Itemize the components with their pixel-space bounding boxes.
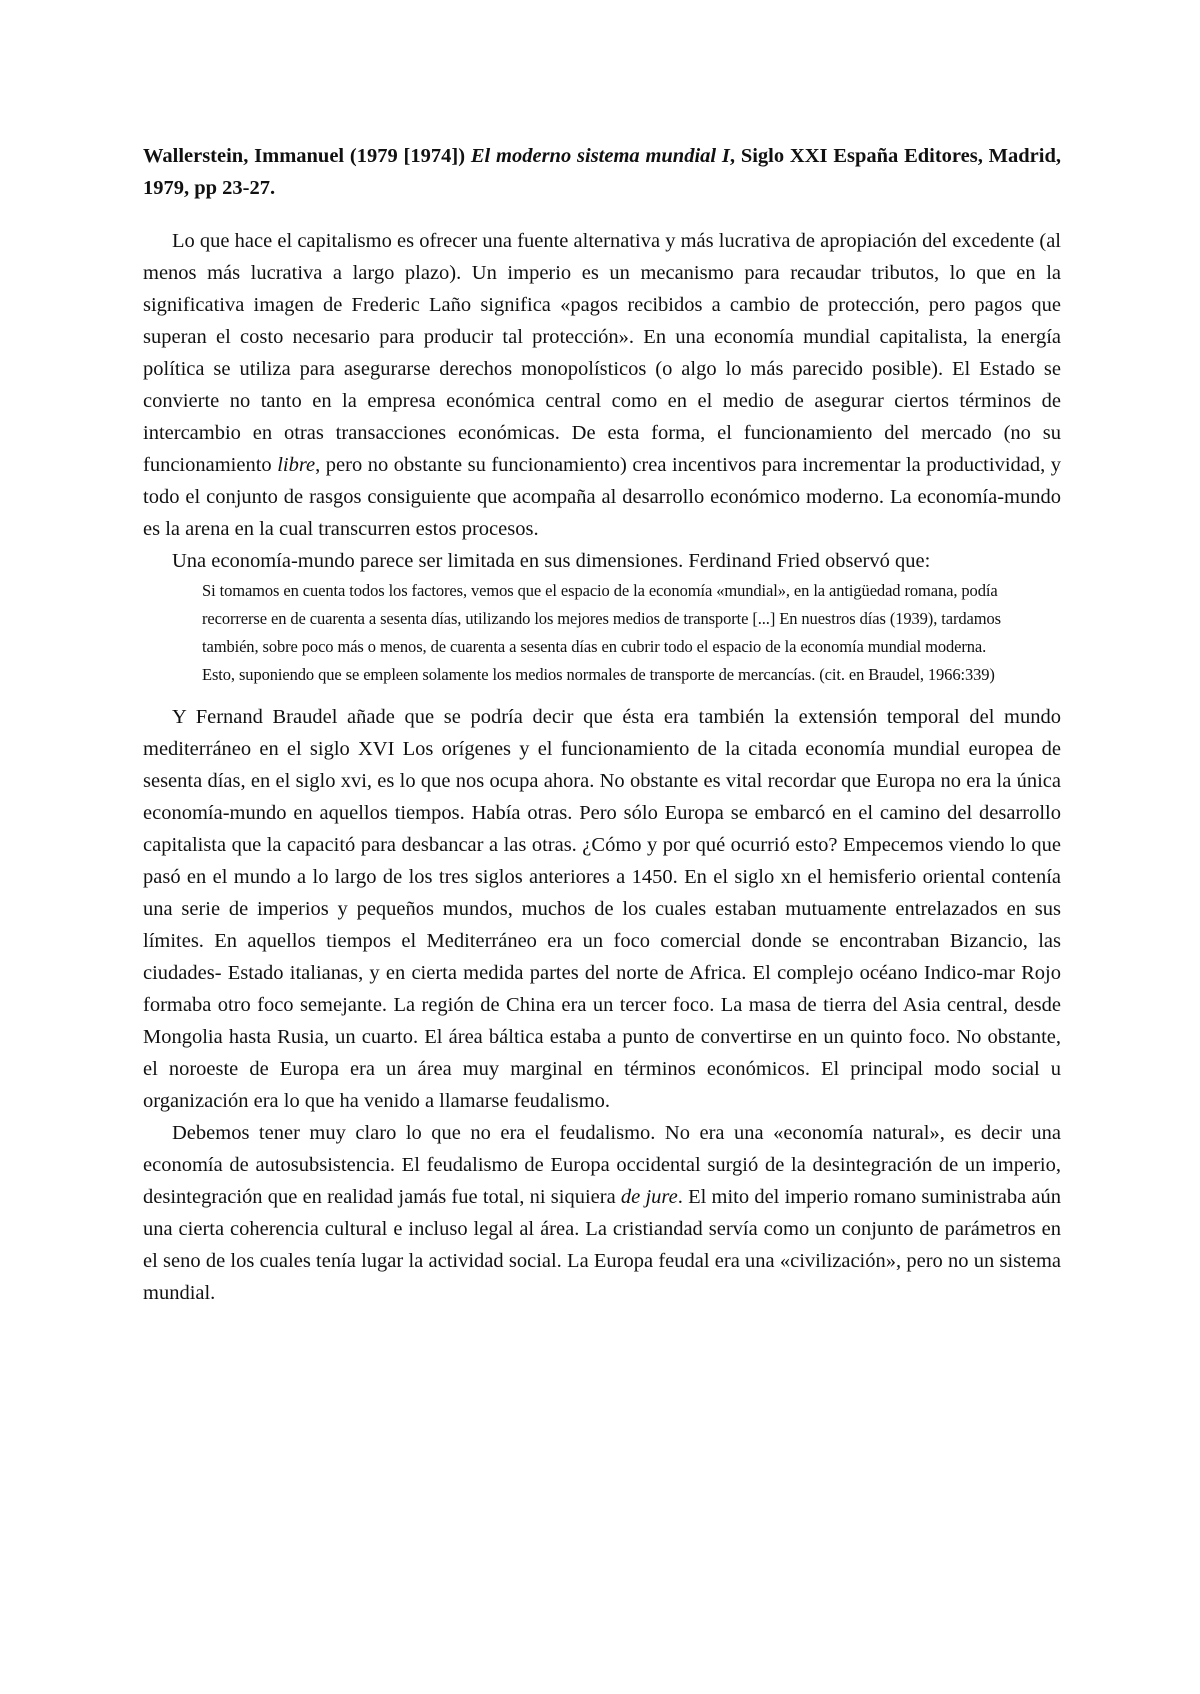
paragraph-text-after: . El mito del imperio romano suministraba aún una cierta coherencia cultural e incluso legal al área. La cristiandad servía como un conjunto de parámetros en el seno de los cuales tenía lugar la actividad social. La Europa feudal era una «civilización», pero no un sistema mundial. xyxy=(143,1186,1062,1304)
paragraph-braudel xyxy=(143,701,1061,1117)
paragraph-capitalism xyxy=(143,225,1061,545)
paragraph-text-after: , pero no obstante su funcionamiento) crea incentivos para incrementar la productividad, y todo el conjunto de rasgos consiguiente que acompaña al desarrollo económico moderno. La economía-mundo es la arena en la cual transcurren estos procesos. xyxy=(143,454,1062,540)
citation-title: El moderno sistema mundial I xyxy=(470,145,730,167)
paragraph-text: Y Fernand Braudel añade que se podría decir que ésta era también la extensión temporal del mundo mediterráneo en el siglo XVI Los orígenes y el funcionamiento de la citada economía mundial europea de sesenta días, en el siglo xvi, es lo que nos ocupa ahora. No obstante es vital recordar que Europa no era la única economía-mundo en aquellos tiempos. Había otras. Pero sólo Europa se embarcó en el camino del desarrollo capitalista que la capacitó para desbancar a las otras. ¿Cómo y por qué ocurrió esto? Empecemos viendo lo que pasó en el mundo a lo largo de los tres siglos anteriores a 1450. En el siglo xn el hemisferio oriental contenía una serie de imperios y pequeños mundos, muchos de los cuales estaban mutuamente entrelazados en sus límites. En aquellos tiempos el Mediterráneo era un foco comercial donde se encontraban Bizancio, las ciudades- Estado italianas, y en cierta medida partes del norte de Africa. El complejo océano Indico-mar Rojo formaba otro foco semejante. La región de China era un tercer foco. La masa de tierra del Asia central, desde Mongolia hasta Rusia, un cuarto. El área báltica estaba a punto de convertirse en un quinto foco. No obstante, el noroeste de Europa era un área muy marginal en términos económicos. El principal modo social u organización era lo que ha venido a llamarse feudalismo. xyxy=(143,706,1061,1112)
block-quote xyxy=(202,577,1002,689)
document-page xyxy=(143,140,1061,1309)
paragraph-text: Debemos tener muy claro lo que no era el feudalismo. No era una «economía natural», es decir una economía de autosubsistencia. El feudalismo de Europa occidental surgió de la desintegración de un imperio, desintegración que en realidad jamás fue total, ni siquiera xyxy=(143,1122,1061,1208)
citation-authors: Wallerstein, Immanuel (1979 [1974]) xyxy=(143,145,471,167)
paragraph-text: Una economía-mundo parece ser limitada en sus dimensiones. Ferdinand Fried observó que: xyxy=(172,550,931,572)
citation-publisher: , Siglo XXI España Editores, Madrid, 1979, pp 23-27. xyxy=(143,145,1061,199)
quote-text: Si tomamos en cuenta todos los factores, vemos que el espacio de la economía «mundial», en la antigüedad romana, podía recorrerse en de cuarenta a sesenta días, utilizando los mejores medios de transporte [...] En nuestros días (1939), tardamos también, sobre poco más o menos, de cuarenta a sesenta días en cubrir todo el espacio de la economía mundial moderna. Esto, suponiendo que se empleen solamente los medios normales de transporte de mercancías. (cit. en Braudel, 1966:339) xyxy=(202,581,1001,684)
paragraph-italic: de jure xyxy=(620,1186,678,1208)
bibliographic-citation xyxy=(143,140,1061,204)
paragraph-italic: libre xyxy=(277,454,316,476)
paragraph-feudalism xyxy=(143,1117,1061,1309)
paragraph-text: Lo que hace el capitalismo es ofrecer una fuente alternativa y más lucrativa de apropiación del excedente (al menos más lucrativa a largo plazo). Un imperio es un mecanismo para recaudar tributos, lo que en la significativa imagen de Frederic Laño significa «pagos recibidos a cambio de protección, pero pagos que superan el costo necesario para producir tal protección». En una economía mundial capitalista, la energía política se utiliza para asegurarse derechos monopolísticos (o algo lo más parecido posible). El Estado se convierte no tanto en la empresa económica central como en el medio de asegurar ciertos términos de intercambio en otras transacciones económicas. De esta forma, el funcionamiento del mercado (no su funcionamiento xyxy=(143,230,1061,476)
paragraph-world-economy xyxy=(143,545,1061,577)
